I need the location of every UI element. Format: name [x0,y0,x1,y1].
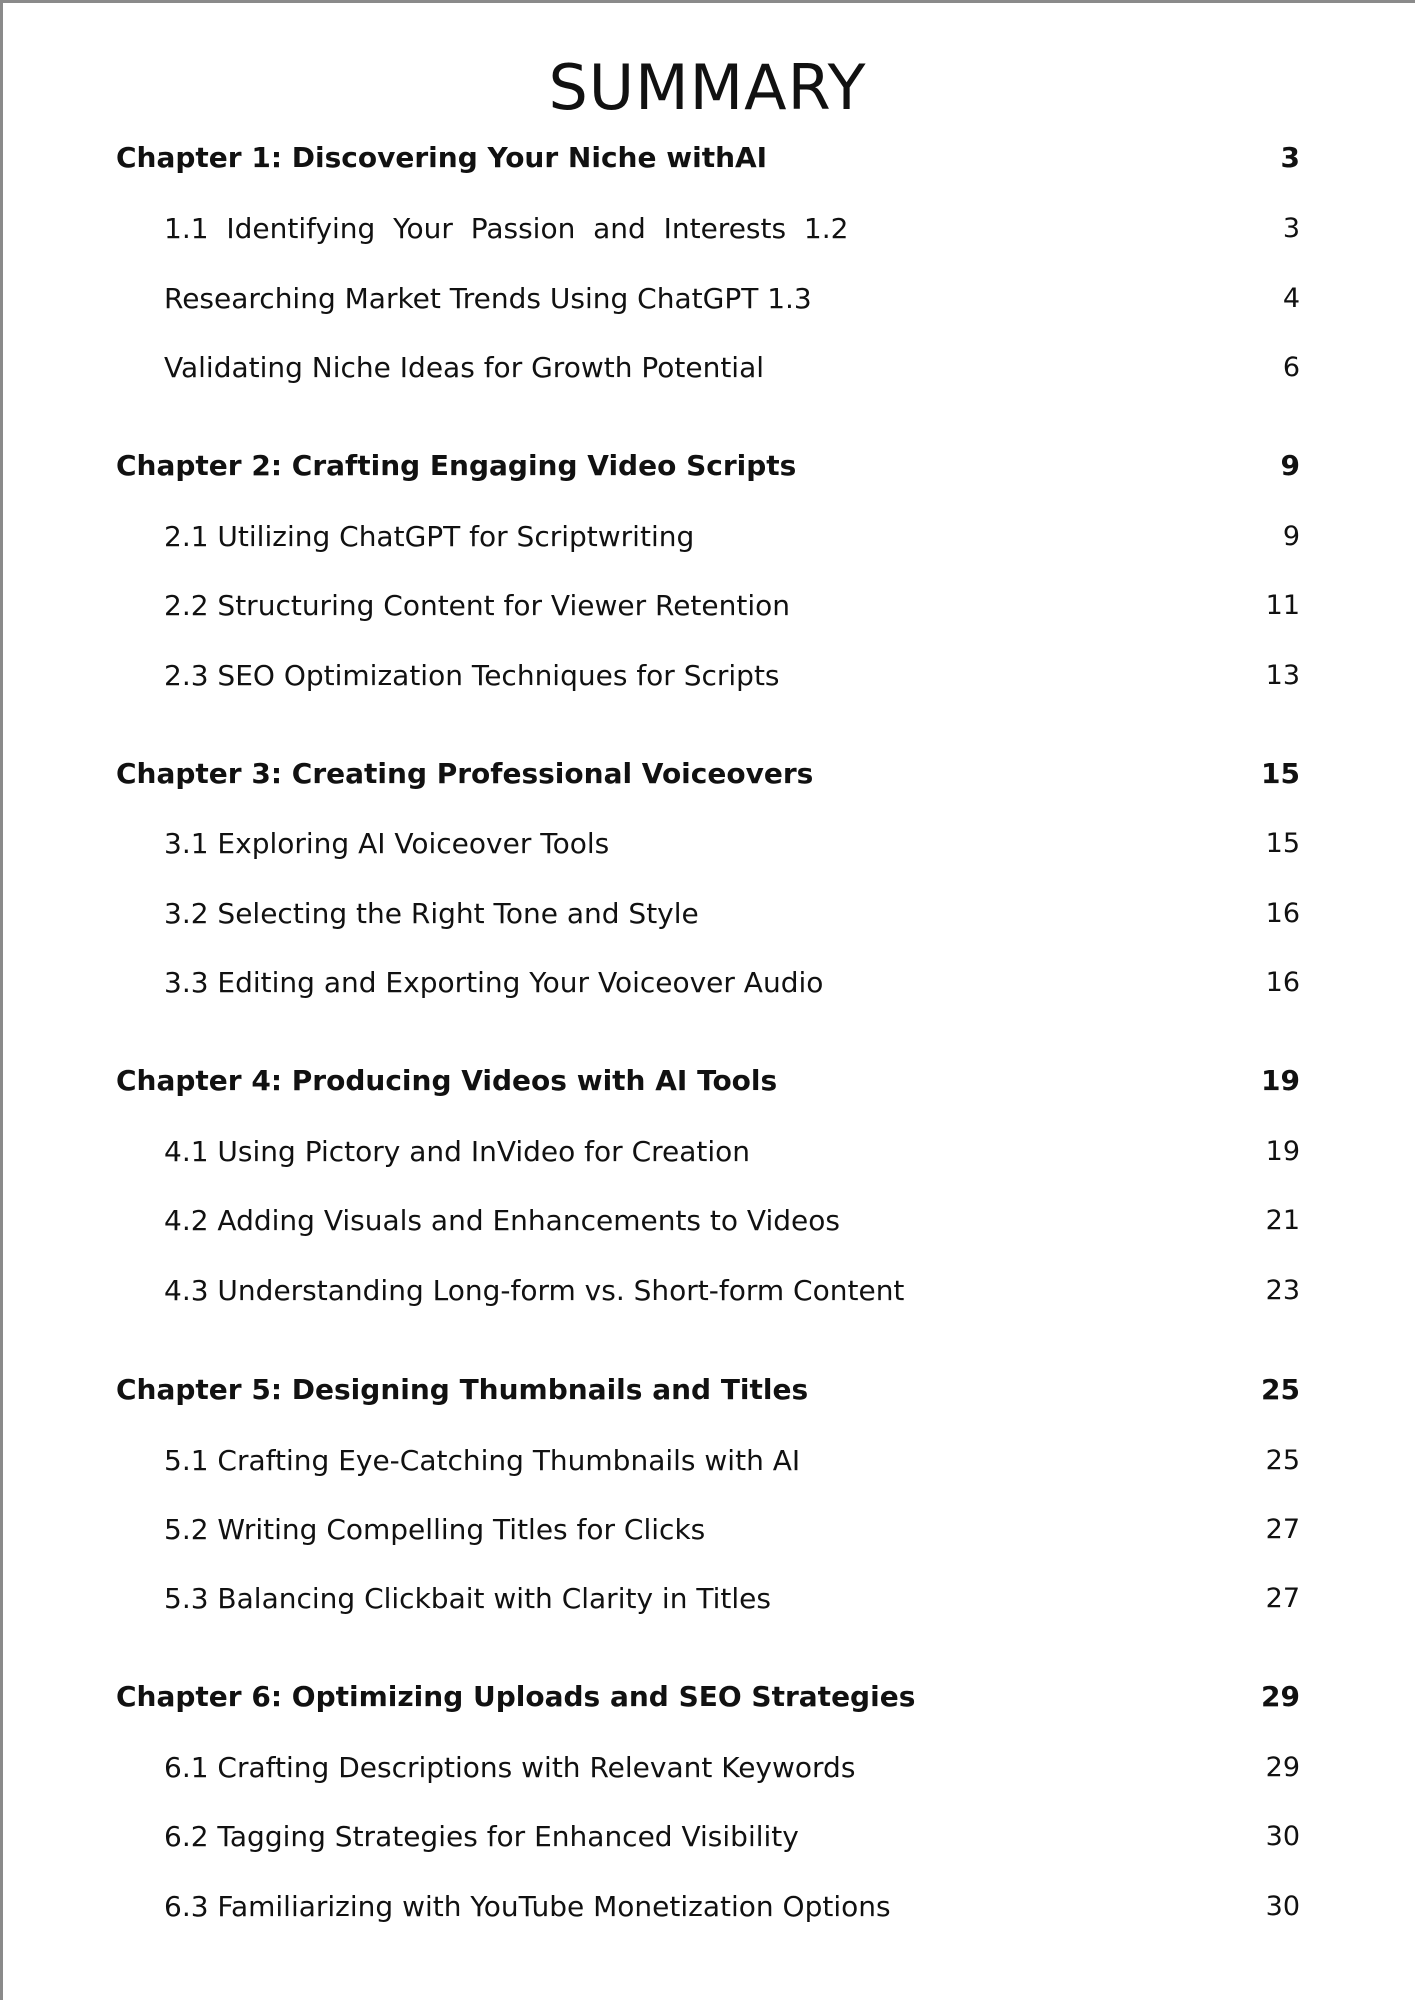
section-title: 2.2 Structuring Content for Viewer Retention [164,589,791,622]
toc-chapter-entry [0,1370,1415,1410]
toc-section-entry [0,1817,1415,1857]
chapter-title: Chapter 2: Crafting Engaging Video Scripts [116,449,797,482]
chapter-title: Chapter 3: Creating Professional Voiceovers [116,757,814,790]
section-title: 2.1 Utilizing ChatGPT for Scriptwriting [164,520,695,553]
section-title: 4.1 Using Pictory and InVideo for Creation [164,1135,751,1168]
page-number: 4 [1282,283,1300,314]
page-number: 27 [1265,1514,1300,1545]
page-number: 19 [1265,1136,1300,1167]
page-number: 3 [1282,213,1300,244]
page-number: 29 [1265,1752,1300,1783]
toc-section-entry [0,209,1415,249]
chapter-title: Chapter 4: Producing Videos with AI Tools [116,1064,778,1097]
section-title: 5.2 Writing Compelling Titles for Clicks [164,1513,706,1546]
page-number: 16 [1265,967,1300,998]
toc-section-entry [0,963,1415,1003]
section-title: 6.2 Tagging Strategies for Enhanced Visibility [164,1820,799,1853]
toc-chapter-entry [0,138,1415,178]
section-title: 5.3 Balancing Clickbait with Clarity in Titles [164,1582,771,1615]
page-number: 25 [1261,1373,1300,1406]
page-number: 16 [1265,898,1300,929]
page-number: 23 [1265,1275,1300,1306]
section-title: 6.1 Crafting Descriptions with Relevant Keywords [164,1751,856,1784]
section-title: 4.3 Understanding Long-form vs. Short-form Content [164,1274,905,1307]
toc-section-entry [0,1748,1415,1788]
page-number: 29 [1261,1680,1300,1713]
section-title: 1.1 Identifying Your Passion and Interests 1.2 [164,212,849,245]
toc-section-entry [0,1201,1415,1241]
section-title: 6.3 Familiarizing with YouTube Monetization Options [164,1890,891,1923]
page-number: 11 [1265,590,1300,621]
chapter-title: Chapter 6: Optimizing Uploads and SEO Strategies [116,1680,916,1713]
section-title: 3.3 Editing and Exporting Your Voiceover Audio [164,966,824,999]
toc-chapter-entry [0,1677,1415,1717]
section-title: 5.1 Crafting Eye-Catching Thumbnails with AI [164,1444,801,1477]
page-number: 6 [1282,352,1300,383]
toc-section-entry [0,348,1415,388]
toc-section-entry [0,1579,1415,1619]
chapter-title: Chapter 1: Discovering Your Niche withAI [116,141,768,174]
toc-section-entry [0,1510,1415,1550]
section-title: Validating Niche Ideas for Growth Potential [164,351,765,384]
page-number: 13 [1265,660,1300,691]
toc-section-entry [0,1887,1415,1927]
page-number: 27 [1265,1583,1300,1614]
page-number: 15 [1265,828,1300,859]
toc-chapter-entry [0,1061,1415,1101]
section-title: 2.3 SEO Optimization Techniques for Scripts [164,659,780,692]
toc-section-entry [0,1271,1415,1311]
page-number: 21 [1265,1205,1300,1236]
toc-section-entry [0,279,1415,319]
section-title: 4.2 Adding Visuals and Enhancements to Videos [164,1204,840,1237]
section-title: 3.1 Exploring AI Voiceover Tools [164,827,610,860]
toc-section-entry [0,1132,1415,1172]
page-number: 19 [1261,1064,1300,1097]
toc-section-entry [0,586,1415,626]
section-title: 3.2 Selecting the Right Tone and Style [164,897,699,930]
toc-section-entry [0,824,1415,864]
toc-section-entry [0,894,1415,934]
page-number: 3 [1280,141,1300,174]
page-number: 30 [1265,1821,1300,1852]
page-title: SUMMARY [548,51,867,124]
toc-chapter-entry [0,754,1415,794]
toc-section-entry [0,1441,1415,1481]
toc-chapter-entry [0,446,1415,486]
page-number: 9 [1282,521,1300,552]
page-number: 30 [1265,1891,1300,1922]
page-number: 25 [1265,1445,1300,1476]
toc-section-entry [0,656,1415,696]
section-title: Researching Market Trends Using ChatGPT 1.3 [164,282,812,315]
toc-section-entry [0,517,1415,557]
page-number: 9 [1280,449,1300,482]
chapter-title: Chapter 5: Designing Thumbnails and Titles [116,1373,809,1406]
page-number: 15 [1261,757,1300,790]
